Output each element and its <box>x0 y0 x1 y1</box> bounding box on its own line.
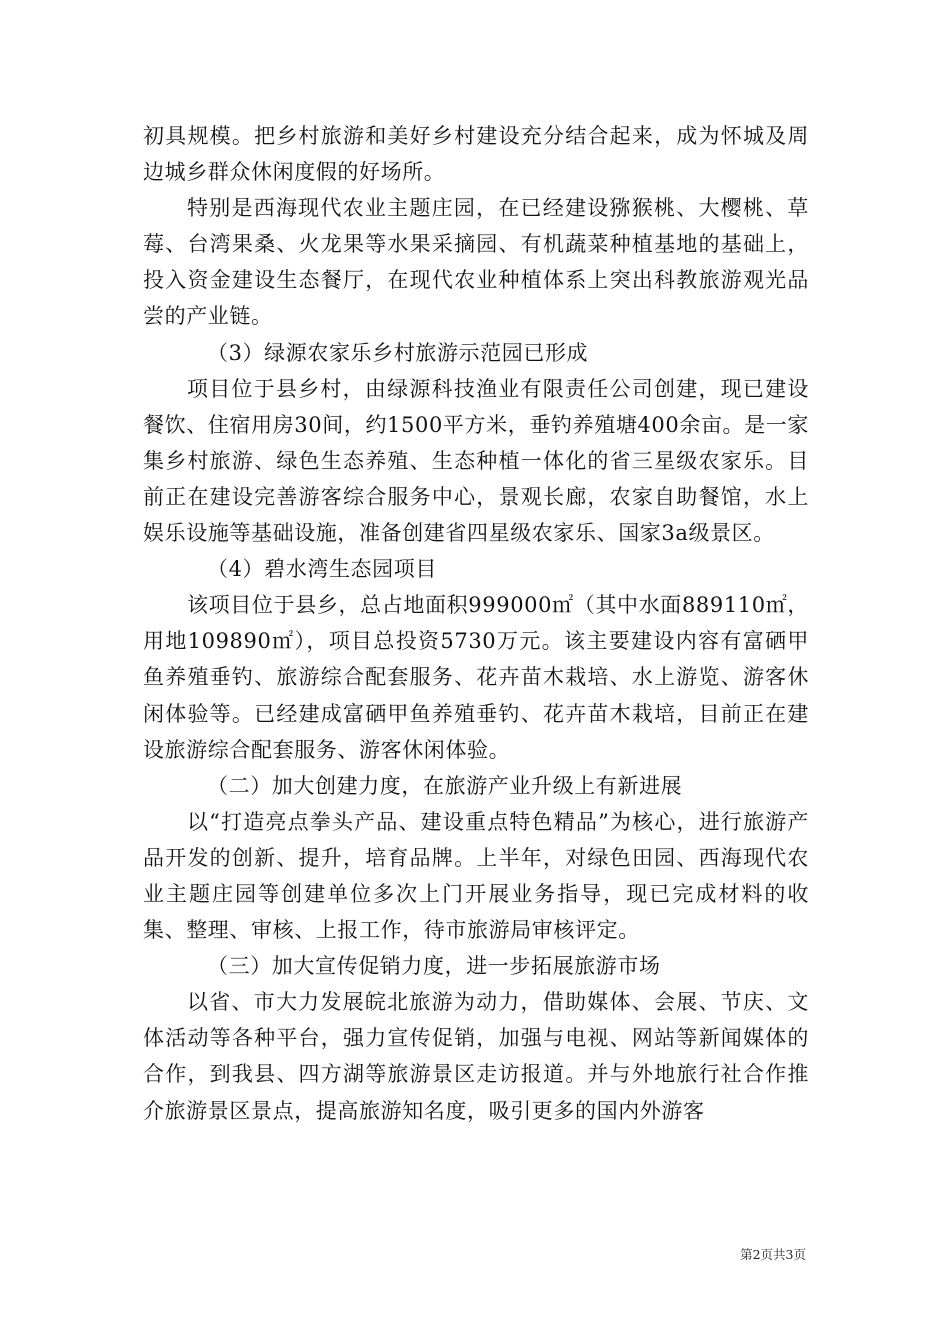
paragraph-1: 初具规模。把乡村旅游和美好乡村建设充分结合起来，成为怀城及周边城乡群众休闲度假的好场所。 <box>143 124 809 185</box>
paragraph-8: 以“打造亮点拳头产品、建设重点特色精品”为核心，进行旅游产品开发的创新、提升，培育品牌。上半年，对绿色田园、西海现代农业主题庄园等创建单位多次上门开展业务指导，现已完成材料的收集、整理、审核、上报工作，待市旅游局审核评定。 <box>143 809 809 943</box>
section-heading-2: （二）加大创建力度，在旅游产业升级上有新进展 <box>207 773 683 798</box>
page-number-footer: 第2页共3页 <box>740 1247 806 1262</box>
paragraph-2: 特别是西海现代农业主题庄园，在已经建设猕猴桃、大樱桃、草莓、台湾果桑、火龙果等水果采摘园、有机蔬菜种植基地的基础上，投入资金建设生态餐厅，在现代农业种植体系上突出科教旅游观光品尝的产业链。 <box>143 196 809 329</box>
document-body <box>143 118 809 1129</box>
section-heading-3b: （三）加大宣传促销力度，进一步拓展旅游市场 <box>207 954 661 979</box>
paragraph-10: 以省、市大力发展皖北旅游为动力，借助媒体、会展、节庆、文体活动等各种平台，强力宣传促销，加强与电视、网站等新闻媒体的合作，到我县、四方湖等旅游景区走访报道。并与外地旅行社合作推介旅游景区景点，提高旅游知名度，吸引更多的国内外游客 <box>143 990 809 1123</box>
section-heading-3: （3）绿源农家乐乡村旅游示范园已形成 <box>207 340 589 365</box>
paragraph-6: 该项目位于县乡，总占地面积999000㎡（其中水面889110㎡，用地109890㎡），项目总投资5730万元。该主要建设内容有富硒甲鱼养殖垂钓、旅游综合配套服务、花卉苗木栽培、水上游览、游客休闲体验等。已经建成富硒甲鱼养殖垂钓、花卉苗木栽培，目前正在建设旅游综合配套服务、游客休闲体验。 <box>143 593 809 762</box>
section-heading-4: （4）碧水湾生态园项目 <box>207 557 437 582</box>
paragraph-4: 项目位于县乡村，由绿源科技渔业有限责任公司创建，现已建设餐饮、住宿用房30间，约1500平方米，垂钓养殖塘400余亩。是一家集乡村旅游、绿色生态养殖、生态种植一体化的省三星级农家乐。目前正在建设完善游客综合服务中心，景观长廊，农家自助餐馆，水上娱乐设施等基础设施，准备创建省四星级农家乐、国家3a级景区。 <box>143 376 809 546</box>
